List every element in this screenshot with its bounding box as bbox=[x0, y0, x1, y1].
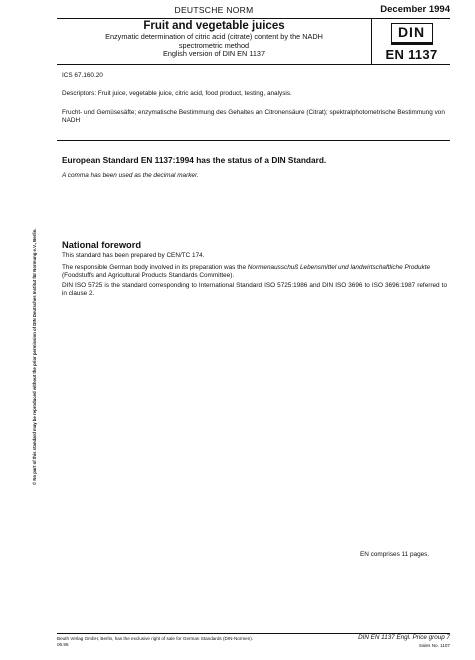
p2-start: The responsible German body involved in its preparation was the bbox=[62, 264, 248, 271]
descriptors: Descriptors: Fruit juice, vegetable juice, citric acid, food product, testing, analysis. bbox=[62, 90, 292, 97]
title-block bbox=[57, 19, 371, 64]
section-divider bbox=[57, 140, 450, 141]
header-top-row bbox=[57, 4, 450, 17]
standard-label: DEUTSCHE NORM bbox=[174, 5, 254, 15]
footer-price bbox=[358, 634, 450, 650]
subtitle-line-2: spectrometric method bbox=[178, 40, 250, 50]
document-subtitle bbox=[57, 33, 371, 59]
sales-number: Sales No. 1107 bbox=[418, 643, 450, 648]
publisher-note: Beuth Verlag GmbH, Berlin, has the exclusive right of sale for German Standards (DIN-Normen). bbox=[57, 636, 254, 641]
subtitle-line-3: English version of DIN EN 1137 bbox=[162, 49, 266, 58]
title-box bbox=[57, 18, 450, 65]
din-block bbox=[373, 19, 450, 64]
standard-number: EN 1137 bbox=[385, 47, 438, 62]
ics-code: ICS 67.160.20 bbox=[62, 72, 103, 79]
footer-publisher bbox=[57, 636, 253, 648]
subtitle-line-1: Enzymatic determination of citric acid (citrate) content by the NADH bbox=[105, 32, 323, 41]
national-foreword-paragraph-2 bbox=[62, 264, 447, 280]
national-foreword-heading: National foreword bbox=[62, 240, 142, 250]
document-title: Fruit and vegetable juices bbox=[143, 20, 285, 32]
price-group: DIN EN 1137 Engl. Price group 7 bbox=[358, 634, 450, 641]
edition-date: 06.95 bbox=[57, 642, 69, 647]
page-count-note: EN comprises 11 pages. bbox=[360, 551, 430, 558]
publication-date: December 1994 bbox=[380, 4, 450, 15]
din-logo: DIN bbox=[391, 23, 433, 45]
national-foreword-paragraph-3: DIN ISO 5725 is the standard corresponding to International Standard ISO 5725:1986 and DIN ISO 3696 to ISO 3696:1987 referred to in clause 2. bbox=[62, 282, 447, 297]
national-foreword-paragraph-1: This standard has been prepared by CEN/TC 174. bbox=[62, 252, 205, 259]
p2-end: (Foodstuffs and Agricultural Products Standards Committee). bbox=[62, 272, 235, 279]
german-title: Frucht- und Gemüsesäfte; enzymatische Bestimmung des Gehaltes an Citronensäure (Citrat); spektralphotometrische Bestimmung von NADH bbox=[62, 109, 445, 124]
decimal-marker-note: A comma has been used as the decimal marker. bbox=[62, 172, 199, 179]
committee-name: Normenausschuß Lebensmittel und landwirtschaftliche Produkte bbox=[247, 264, 431, 271]
copyright-notice: © No part of this standard may be reproduced without the prior permission of DIN Deutsches Institut für Normung e.V., Berlin. bbox=[32, 228, 37, 485]
status-statement: European Standard EN 1137:1994 has the status of a DIN Standard. bbox=[62, 155, 327, 165]
